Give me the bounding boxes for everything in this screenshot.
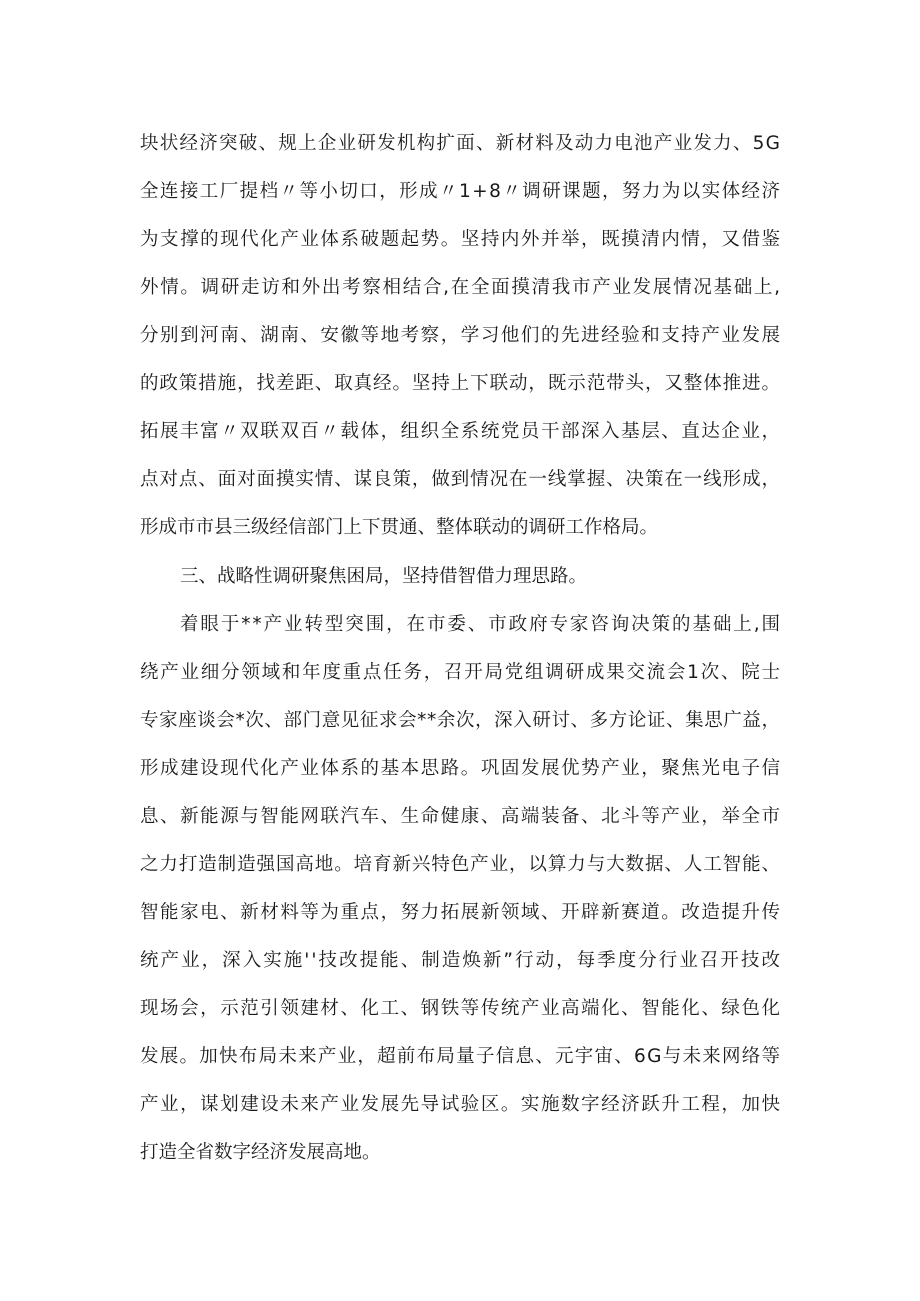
paragraph-1-line: 全连接工厂提档〃等小切口，形成〃1+8〃调研课题，努力为以实体经济 bbox=[140, 181, 782, 202]
paragraph-1-line: 点对点、面对面摸实情、谋良策，做到情况在一线掌握、决策在一线形成， bbox=[140, 469, 781, 490]
paragraph-1-line: 形成市市县三级经信部门上下贯通、整体联动的调研工作格局。 bbox=[140, 517, 659, 538]
paragraph-2-line: 统产业，深入实施''技改提能、制造焕新”行动，每季度分行业召开技改 bbox=[140, 950, 783, 971]
paragraph-1-line: 为支撑的现代化产业体系破题起势。坚持内外并举，既摸清内情，又借鉴 bbox=[140, 229, 782, 250]
paragraph-2-line: 之力打造制造强国高地。培育新兴特色产业，以算力与大数据、人工智能、 bbox=[140, 854, 781, 875]
section-heading: 三、战略性调研聚焦困局，坚持借智借力理思路。 bbox=[180, 566, 588, 587]
paragraph-2-line: 着眼于**产业转型突围，在市委、市政府专家咨询决策的基础上,围 bbox=[180, 614, 782, 635]
paragraph-2-line: 打造全省数字经济发展高地。 bbox=[140, 1142, 381, 1163]
paragraph-1-line: 块状经济突破、规上企业研发机构扩面、新材料及动力电池产业发力、5G bbox=[140, 133, 782, 154]
paragraph-2-line: 专家座谈会*次、部门意见征求会**余次，深入研讨、多方论证、集思广益， bbox=[140, 710, 781, 731]
paragraph-2-line: 绕产业细分领域和年度重点任务，召开局党组调研成果交流会1次、院士 bbox=[140, 662, 782, 683]
paragraph-1-line: 外情。调研走访和外出考察相结合,在全面摸清我市产业发展情况基础上, bbox=[140, 277, 782, 298]
paragraph-2-line: 形成建设现代化产业体系的基本思路。巩固发展优势产业，聚焦光电子信 bbox=[140, 758, 782, 779]
paragraph-1-line: 拓展丰富〃双联双百〃载体，组织全系统党员干部深入基层、直达企业， bbox=[140, 421, 782, 442]
paragraph-1-line: 的政策措施，找差距、取真经。坚持上下联动，既示范带头，又整体推进。 bbox=[140, 373, 781, 394]
paragraph-2-line: 发展。加快布局未来产业，超前布局量子信息、元宇宙、6G与未来网络等 bbox=[140, 1046, 782, 1067]
paragraph-2-line: 现场会，示范引领建材、化工、钢铁等传统产业高端化、智能化、绿色化 bbox=[140, 998, 782, 1019]
paragraph-2-line: 智能家电、新材料等为重点，努力拓展新领域、开辟新赛道。改造提升传 bbox=[140, 902, 782, 923]
paragraph-2-line: 产业，谋划建设未来产业发展先导试验区。实施数字经济跃升工程，加快 bbox=[140, 1094, 782, 1115]
paragraph-2-line: 息、新能源与智能网联汽车、生命健康、高端装备、北斗等产业，举全市 bbox=[140, 806, 782, 827]
paragraph-1-line: 分别到河南、湖南、安徽等地考察，学习他们的先进经验和支持产业发展 bbox=[140, 325, 782, 346]
